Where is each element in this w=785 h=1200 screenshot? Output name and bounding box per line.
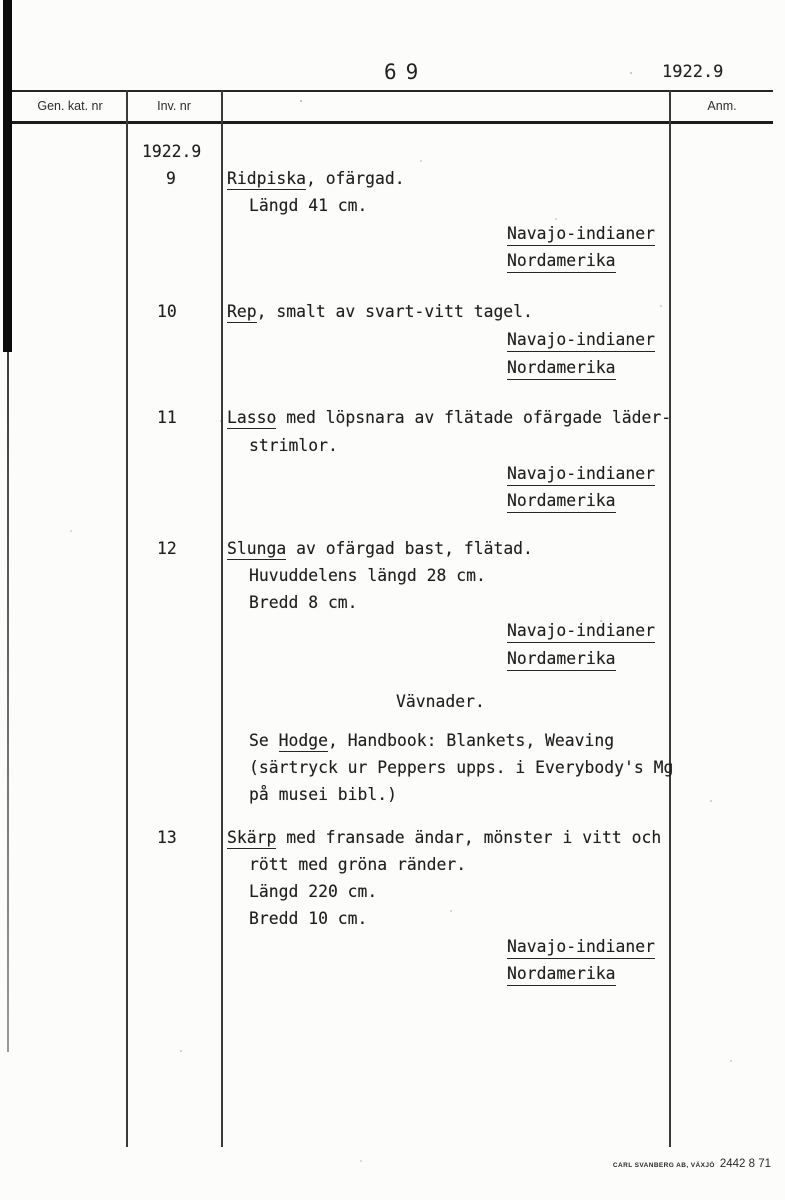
note-post: , Handbook: Blankets, Weaving <box>327 731 615 750</box>
entry-description-rest: med löpsnara av flätade ofärgade läder- <box>276 408 672 427</box>
entry-description <box>227 302 533 322</box>
entry-description <box>227 408 671 428</box>
page-number: 69 <box>384 60 428 84</box>
origin-region: Nordamerika <box>507 491 616 513</box>
note-reference: Hodge <box>278 731 328 750</box>
entry-detail: Bredd 10 cm. <box>249 909 368 928</box>
origin-people: Navajo-indianer <box>507 621 655 643</box>
printer-name: CARL SVANBERG AB, VÄXJÖ <box>612 1162 715 1169</box>
section-note-line1 <box>249 731 614 751</box>
column-header-gen-kat-nr: Gen. kat. nr <box>37 99 103 113</box>
inv-nr: 9 <box>166 169 176 188</box>
entry-detail: Längd 220 cm. <box>249 882 378 901</box>
entry-description <box>227 539 533 559</box>
column-divider-2 <box>221 90 223 1147</box>
entry-detail: Längd 41 cm. <box>249 196 368 215</box>
inv-nr: 11 <box>157 408 177 427</box>
column-header-anm: Anm. <box>707 99 737 113</box>
entry-term: Skärp <box>227 828 277 847</box>
section-note-line3: på musei bibl.) <box>249 785 398 804</box>
column-header-inv-nr: Inv. nr <box>157 99 191 113</box>
entry-detail: Bredd 8 cm. <box>249 593 358 612</box>
scan-edge-bar <box>3 0 12 352</box>
entry-description <box>227 828 661 848</box>
origin-people: Navajo-indianer <box>507 937 655 959</box>
scan-noise-speckles <box>300 100 302 102</box>
inv-nr: 12 <box>157 539 177 558</box>
group-number: 1922.9 <box>142 142 202 161</box>
origin-region: Nordamerika <box>507 251 616 273</box>
entry-description-continuation: strimlor. <box>249 436 338 455</box>
inv-nr: 13 <box>157 828 177 847</box>
entry-term: Slunga <box>227 539 287 558</box>
entry-term: Lasso <box>227 408 277 427</box>
origin-people: Navajo-indianer <box>507 464 655 486</box>
printer-code: 2442 8 71 <box>719 1158 771 1170</box>
origin-region: Nordamerika <box>507 358 616 380</box>
column-divider-1 <box>126 90 128 1147</box>
entry-term: Ridpiska <box>227 169 306 188</box>
inv-nr: 10 <box>157 302 177 321</box>
entry-term: Rep <box>227 302 257 321</box>
entry-detail: Huvuddelens längd 28 cm. <box>249 566 486 585</box>
scan-edge-line <box>7 352 9 1052</box>
column-divider-3 <box>669 90 671 1147</box>
section-note-line2: (särtryck ur Peppers upps. i Everybody's Mg <box>249 758 674 777</box>
entry-description <box>227 169 405 189</box>
origin-people: Navajo-indianer <box>507 330 655 352</box>
note-pre: Se <box>249 731 279 750</box>
origin-region: Nordamerika <box>507 964 616 986</box>
catalog-ref-header: 1922.9 <box>662 62 724 82</box>
entry-description-rest: , ofärgad. <box>305 169 405 188</box>
printer-mark <box>613 1158 771 1170</box>
entry-description-rest: med fransade ändar, mönster i vitt och <box>276 828 662 847</box>
entry-description-rest: , smalt av svart-vitt tagel. <box>256 302 533 321</box>
entry-description-rest: av ofärgad bast, flätad. <box>286 539 533 558</box>
origin-region: Nordamerika <box>507 649 616 671</box>
section-heading: Vävnader. <box>396 692 485 711</box>
origin-people: Navajo-indianer <box>507 224 655 246</box>
entry-description-continuation: rött med gröna ränder. <box>249 855 467 874</box>
